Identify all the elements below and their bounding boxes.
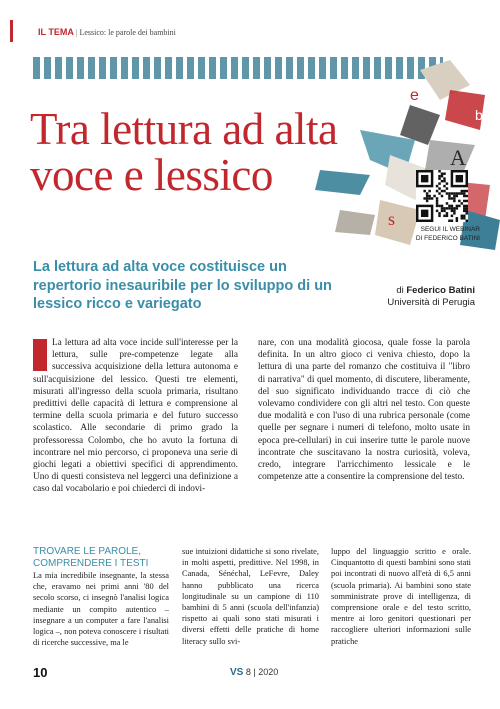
title-line-1: Tra lettura ad alta (30, 104, 338, 154)
section-subheading: TROVARE LE PAROLE, COMPRENDERE I TESTI (33, 546, 149, 569)
stripe-bar (220, 57, 227, 79)
stripe-bar (198, 57, 205, 79)
stripe-bar (242, 57, 249, 79)
stripe-bar (231, 57, 238, 79)
stripe-bar (110, 57, 117, 79)
qr-code-icon[interactable] (416, 170, 468, 222)
subsection-column-1: La mia incredibile insegnante, la stessa che, eravamo nei primi anni '80 del secolo scorso, ci insegnò l'analisi logica mediante un compito autentico – insegnare a un computer a fare l'analisi logica –, non poteva conoscere i risultati di ricerche successive, ma le (33, 571, 169, 648)
author-name: Federico Batini (406, 285, 475, 296)
webinar-line-2: DI FEDERICO BATINI (415, 235, 480, 242)
magazine-logo: VS (230, 667, 244, 678)
section-label: IL TEMA (38, 27, 74, 37)
stripe-bar (143, 57, 150, 79)
stripe-bar (132, 57, 139, 79)
subsection-column-3: luppo del linguaggio scritto e orale. Cinquantotto di questi bambini sono stati poi incontrati di nuovo all'età di 6,5 anni (scuola primaria). Ai bambini sono state somministrate prove di intelligenza, di comprensione orale e del testo scritto, mentre ai loro genitori questionari per raccogliere ulteriori informazioni sulle pratiche (331, 547, 471, 646)
drop-cap-mark (33, 339, 47, 371)
svg-text:e: e (410, 87, 419, 104)
body-column-1 (33, 337, 238, 496)
stripe-bar (44, 57, 51, 79)
stripe-bar (88, 57, 95, 79)
article-title (30, 106, 360, 198)
body-column-1-text: La lettura ad alta voce incide sull'interesse per la lettura, sulle pre-competenze legate alla successiva acquisizione della lettura autonoma e sull'acquisizione del lessico. Questi tre elementi, misurati all'ingresso della scuola primaria, risultano predittivi delle capacità di lettura e comprensione al termine della scuola primaria e del futuro successo scolastico. Alle secondarie di primo grado la professoressa Colombo, che ho avuto la fortuna di incontrare nel mio percorso, ci proponeva una serie di giochi legati a obiettivi specifici di apprendimento. Uno di questi consisteva nel leggerci una definizione a caso dal vocabolario e poi chiederci di indovi- (33, 338, 238, 495)
stripe-bar (187, 57, 194, 79)
stripe-bar (33, 57, 40, 79)
svg-text:A: A (450, 145, 466, 170)
stripe-bar (209, 57, 216, 79)
section-header (38, 27, 176, 37)
issue-number: 8 | 2020 (245, 667, 279, 677)
stripe-bar (253, 57, 260, 79)
issue-footer (230, 667, 278, 678)
stripe-bar (275, 57, 282, 79)
stripe-bar (264, 57, 271, 79)
byline (345, 285, 475, 309)
stripe-bar (77, 57, 84, 79)
section-topic: Lessico: le parole dei bambini (79, 28, 176, 37)
byline-prefix: di (396, 285, 404, 296)
article-lede: La lettura ad alta voce costituisce un repertorio inesauribile per lo sviluppo di un lessico ricco e variegato (33, 259, 332, 312)
svg-text:b: b (475, 107, 483, 123)
page-number: 10 (33, 665, 48, 680)
stripe-bar (66, 57, 73, 79)
title-line-2: voce e lessico (30, 150, 273, 200)
stripe-bar (154, 57, 161, 79)
top-rule (10, 20, 13, 42)
subsection-column-2: sue intuizioni didattiche si sono rivelate, in molti aspetti, predittive. Nel 1998, in Canada, Sénéchal, LeFevre, Daley hanno pubblicato una ricerca longitudinale su un campione di 110 bambini di 5 anni (scuola dell'infanzia) rispetto ai quali sono stati misurati i diversi effetti delle pratiche di home literacy sullo svi- (182, 547, 319, 646)
webinar-caption (402, 225, 480, 243)
webinar-line-1: SEGUI IL WEBINAR (420, 226, 480, 233)
stripe-bar (286, 57, 293, 79)
stripe-bar (165, 57, 172, 79)
stripe-bar (99, 57, 106, 79)
stripe-bar (176, 57, 183, 79)
author-affiliation: Università di Perugia (387, 297, 475, 308)
svg-text:s: s (388, 209, 396, 229)
body-column-2: nare, con una modalità giocosa, quale fosse la parola definita. In un altro gioco ci veniva chiesto, dopo la lettura di una parte del romanzo che costituiva il "libro di narrativa" di quel momento, di discutere, liberamente, del suo significato individuando tracce di ciò che volevamo condividere con gli altri nel testo. Con queste due modalità e con l'uso di una rubrica personale (come quelle per segnare i numeri di telefono, molto usate in epoca pre-cellulari) in cui inserire tutte le parole nuove incontrate che suscitavano la nostra curiosità, voleva, credo, integrare l'arricchimento lessicale e le competenze atte a consentire la comprensione del testo. (258, 338, 470, 483)
stripe-bar (121, 57, 128, 79)
header-separator: | (75, 28, 78, 37)
stripe-bar (55, 57, 62, 79)
